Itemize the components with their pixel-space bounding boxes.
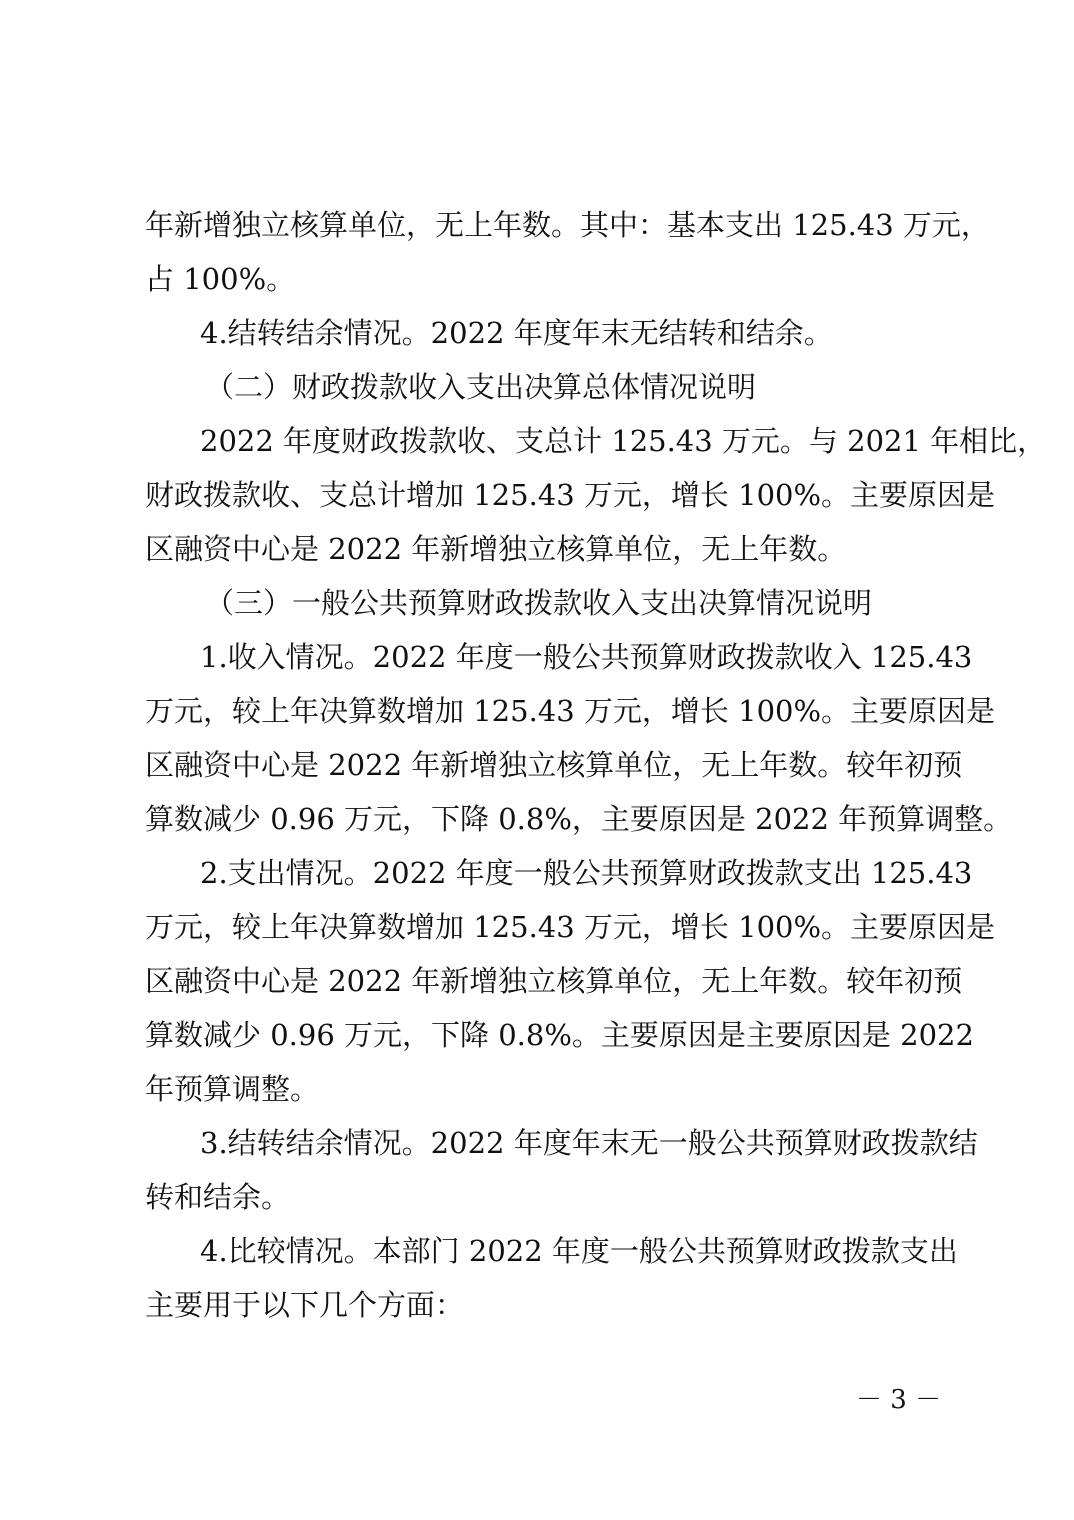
paragraph-comparison: 4.比较情况。本部门 2022 年度一般公共预算财政拨款支出 <box>200 1234 958 1268</box>
body-text-line: 算数减少 0.96 万元，下降 0.8%。主要原因是主要原因是 2022 <box>145 1018 974 1052</box>
body-text-line: 万元，较上年决算数增加 125.43 万元，增长 100%。主要原因是 <box>145 910 996 944</box>
body-text-line: 万元，较上年决算数增加 125.43 万元，增长 100%。主要原因是 <box>145 694 996 728</box>
body-text-line: 2022 年度财政拨款收、支总计 125.43 万元。与 2021 年相比， <box>200 424 1047 458</box>
body-text-line: 主要用于以下几个方面： <box>145 1288 465 1322</box>
body-text-line: 年预算调整。 <box>145 1072 320 1106</box>
paragraph-expenditure: 2.支出情况。2022 年度一般公共预算财政拨款支出 125.43 <box>200 856 973 890</box>
body-text-line: 年新增独立核算单位，无上年数。其中：基本支出 125.43 万元， <box>145 208 990 242</box>
body-text-line: 区融资中心是 2022 年新增独立核算单位，无上年数。较年初预 <box>145 964 963 998</box>
body-text-line: 区融资中心是 2022 年新增独立核算单位，无上年数。较年初预 <box>145 748 963 782</box>
paragraph-general-carryover: 3.结转结余情况。2022 年度年末无一般公共预算财政拨款结 <box>200 1126 978 1160</box>
page-number: － 3 － <box>856 1385 942 1415</box>
body-text-line: 转和结余。 <box>145 1180 291 1214</box>
section-heading-3: （三）一般公共预算财政拨款收入支出决算情况说明 <box>205 586 873 620</box>
body-text-line: 财政拨款收、支总计增加 125.43 万元，增长 100%。主要原因是 <box>145 478 996 512</box>
paragraph-carryover-balance: 4.结转结余情况。2022 年度年末无结转和结余。 <box>200 316 833 350</box>
paragraph-income: 1.收入情况。2022 年度一般公共预算财政拨款收入 125.43 <box>200 640 973 674</box>
body-text-line: 算数减少 0.96 万元，下降 0.8%，主要原因是 2022 年预算调整。 <box>145 802 1013 836</box>
section-heading-2: （二）财政拨款收入支出决算总体情况说明 <box>205 370 757 404</box>
body-text-line: 占 100%。 <box>145 262 296 296</box>
body-text-line: 区融资中心是 2022 年新增独立核算单位，无上年数。 <box>145 532 847 566</box>
